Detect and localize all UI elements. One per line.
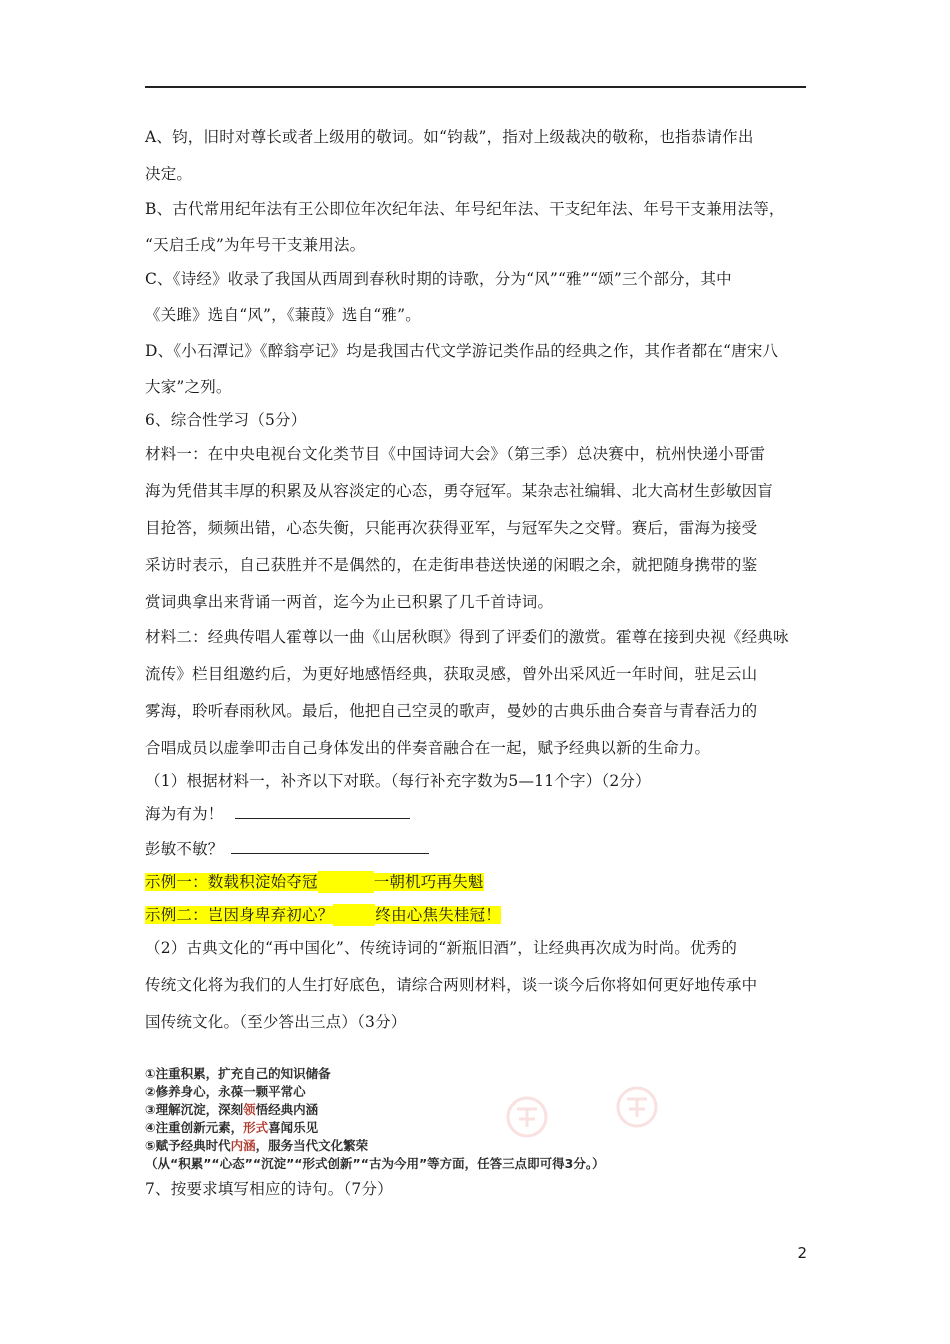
watermark-stamp-icon (615, 1085, 659, 1129)
answer-point-4-red: 形式 (243, 1120, 269, 1135)
answer-point-5-red: 内涵 (230, 1138, 256, 1153)
example-1-part-b: 一朝机巧再失魁 (373, 873, 484, 891)
material-2-line4: 合唱成员以虚拳叩击自己身体发出的伴奏音融合在一起，赋予经典以新的生命力。 (145, 739, 711, 757)
header-rule (145, 86, 806, 88)
watermark-stamp-icon (505, 1095, 549, 1139)
option-c-line2: 《关雎》选自“风”，《蒹葭》选自“雅”。 (145, 306, 421, 324)
answer-point-3 (145, 1101, 318, 1119)
answer-point-5-a: ⑤赋予经典时代 (145, 1138, 231, 1153)
answer-point-3-b: 悟经典内涵 (255, 1102, 319, 1117)
couplet-second-line (145, 838, 429, 860)
answer-scoring-note: （从“积累”“心态”“沉淀”“形式创新”“古为今用”等方面，任答三点即可得3分。） (145, 1156, 605, 1171)
question-6-heading: 6、综合性学习（5分） (145, 411, 307, 429)
option-c-line1: C、《诗经》收录了我国从西周到春秋时期的诗歌，分为“风”“雅”“颂”三个部分，其中 (145, 270, 732, 288)
page-number: 2 (797, 1244, 807, 1262)
option-a-line2: 决定。 (145, 165, 193, 183)
material-2-line2: 流传》栏目组邀约后，为更好地感悟经典，获取灵感，曾外出采风近一年时间，驻足云山 (145, 665, 758, 683)
answer-point-4-a: ④注重创新元素， (145, 1120, 244, 1135)
example-1 (145, 871, 484, 893)
answer-point-4 (145, 1119, 318, 1137)
answer-point-5-b: ，服务当代文化繁荣 (255, 1138, 369, 1153)
answer-key-block (145, 1065, 745, 1175)
material-2-line1: 材料二：经典传唱人霍尊以一曲《山居秋暝》得到了评委们的激赏。霍尊在接到央视《经典咏 (145, 628, 789, 646)
example-1-gap (318, 871, 374, 893)
example-2 (145, 904, 501, 926)
option-b-line2: “天启壬戌”为年号干支兼用法。 (145, 236, 366, 254)
example-2-part-a: 示例二：岂因身卑弃初心？ (145, 906, 334, 924)
answer-point-2: ②修养身心，永葆一颗平常心 (145, 1084, 306, 1099)
material-1-line2: 海为凭借其丰厚的积累及从容淡定的心态，勇夺冠军。某杂志社编辑、北大高材生彭敏因盲 (145, 482, 774, 500)
answer-point-5 (145, 1137, 368, 1155)
question-7-heading: 7、按要求填写相应的诗句。（7分） (145, 1180, 393, 1198)
answer-point-3-red: 领 (243, 1102, 256, 1117)
example-2-part-b: 终由心焦失桂冠！ (375, 906, 502, 924)
couplet-first-blank[interactable] (235, 803, 410, 819)
option-d-line1: D、《小石潭记》《醉翁亭记》均是我国古代文学游记类作品的经典之作，其作者都在“唐宋八 (145, 342, 779, 360)
material-1-line5: 赏词典拿出来背诵一两首，迄今为止已积累了几千首诗词。 (145, 593, 554, 611)
question-6-2-line2: 传统文化将为我们的人生打好底色，请综合两则材料，谈一谈今后你将如何更好地传承中 (145, 976, 758, 994)
option-a-line1: A、钧，旧时对尊长或者上级用的敬词。如“钧裁”，指对上级裁决的敬称，也指恭请作出 (145, 128, 754, 146)
question-6-2-line3: 国传统文化。（至少答出三点）（3分） (145, 1013, 407, 1031)
couplet-second-blank[interactable] (231, 838, 429, 854)
material-1-line1: 材料一：在中央电视台文化类节目《中国诗词大会》（第三季）总决赛中，杭州快递小哥雷 (145, 445, 766, 463)
question-6-2-line1: （2）古典文化的“再中国化”、传统诗词的“新瓶旧酒”，让经典再次成为时尚。优秀的 (145, 939, 738, 957)
answer-point-1: ①注重积累，扩充自己的知识储备 (145, 1066, 331, 1081)
example-2-gap (333, 904, 375, 926)
example-1-part-a: 示例一：数载积淀始夺冠 (145, 873, 318, 891)
option-d-line2: 大家”之列。 (145, 378, 232, 396)
couplet-second-text: 彭敏不敏？ (145, 840, 224, 858)
answer-point-4-b: 喜闻乐见 (268, 1120, 319, 1135)
answer-point-3-a: ③理解沉淀，深刻 (145, 1102, 244, 1117)
couplet-first-text: 海为有为！ (145, 805, 224, 823)
option-b-line1: B、古代常用纪年法有王公即位年次纪年法、年号纪年法、干支纪年法、年号干支兼用法等， (145, 200, 785, 218)
material-2-line3: 雾海，聆听春雨秋风。最后，他把自己空灵的歌声，曼妙的古典乐曲合奏音与青春活力的 (145, 702, 758, 720)
material-1-line4: 采访时表示，自己获胜并不是偶然的，在走街串巷送快递的闲暇之余，就把随身携带的鉴 (145, 556, 758, 574)
couplet-first-line (145, 803, 410, 825)
question-6-1: （1）根据材料一，补齐以下对联。（每行补充字数为5—11个字）（2分） (145, 772, 651, 790)
material-1-line3: 目抢答，频频出错，心态失衡，只能再次获得亚军，与冠军失之交臂。赛后，雷海为接受 (145, 519, 758, 537)
